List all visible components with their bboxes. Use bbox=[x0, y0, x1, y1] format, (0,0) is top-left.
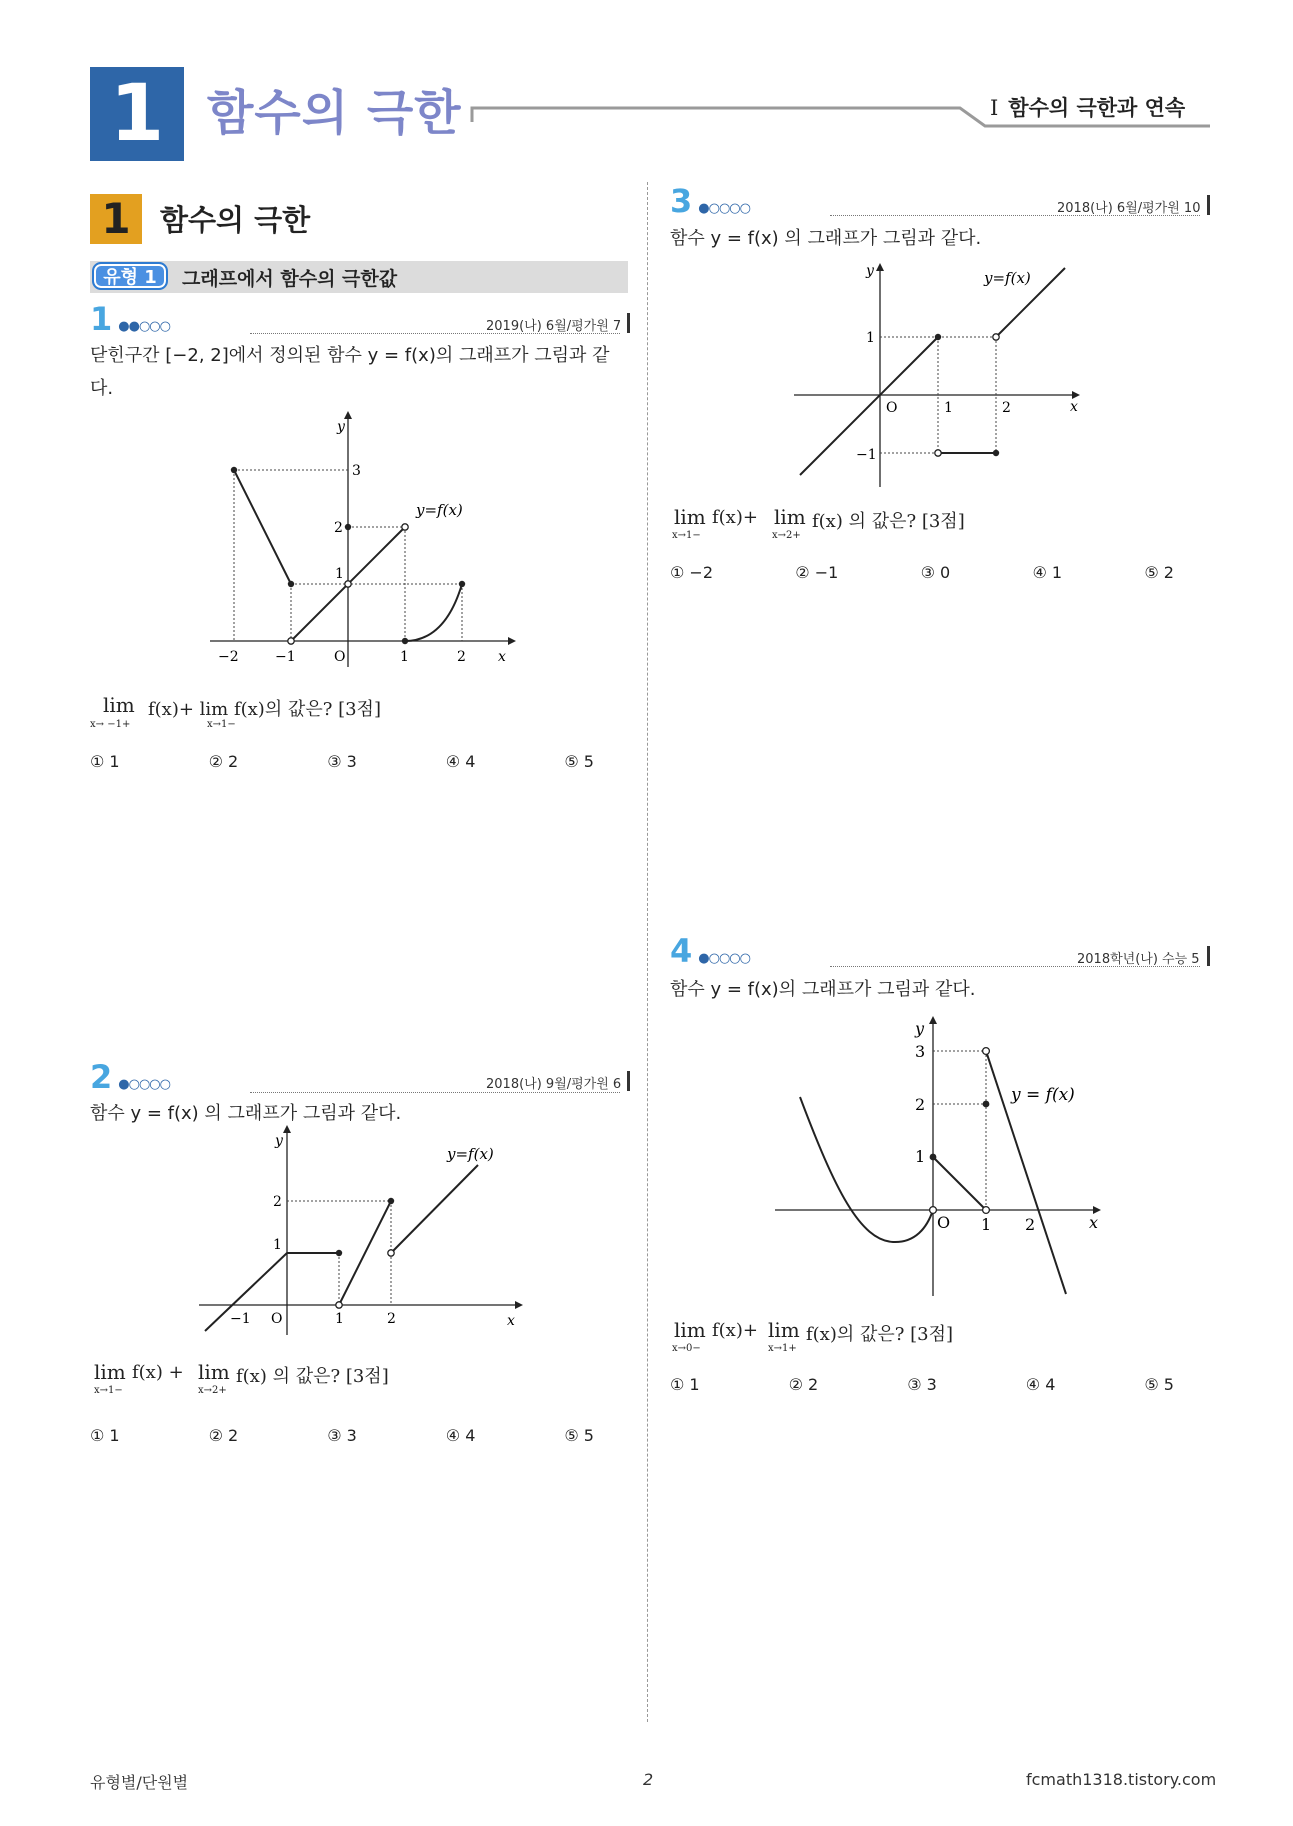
choice-2[interactable]: ② 2 bbox=[788, 1375, 819, 1394]
problem-4-header bbox=[670, 932, 750, 970]
svg-text:−1: −1 bbox=[275, 649, 296, 665]
svg-text:1: 1 bbox=[273, 1237, 282, 1253]
choice-3[interactable]: ③ 3 bbox=[907, 1375, 937, 1394]
svg-text:1: 1 bbox=[944, 400, 953, 416]
footer-left: 유형별/단원별 bbox=[90, 1773, 189, 1792]
problem-text: 함수 y = f(x) 의 그래프가 그림과 같다. bbox=[90, 1103, 402, 1124]
svg-text:x: x bbox=[507, 1313, 515, 1329]
svg-text:−1: −1 bbox=[856, 447, 877, 463]
choice-1[interactable]: ① 1 bbox=[90, 752, 120, 771]
choice-1[interactable]: ① −2 bbox=[670, 563, 714, 582]
svg-text:2: 2 bbox=[1025, 1215, 1036, 1234]
unit-roman: I bbox=[990, 96, 999, 120]
problem-source: 2018(나) 9월/평가원 6 bbox=[486, 1077, 622, 1092]
problem-text-cont: 다. bbox=[90, 378, 114, 399]
column-divider bbox=[647, 182, 648, 1722]
dotted-leader bbox=[250, 1092, 620, 1093]
svg-text:O: O bbox=[334, 649, 346, 665]
chapter-title: 함수의 극한 bbox=[207, 85, 462, 141]
problem-number: 2 bbox=[90, 1058, 113, 1096]
svg-text:x: x bbox=[1070, 399, 1078, 415]
type-title: 그래프에서 함수의 극한값 bbox=[182, 268, 398, 290]
problem-2-choices bbox=[90, 1426, 630, 1445]
section-title: 함수의 극한 bbox=[160, 203, 311, 237]
choice-2[interactable]: ② 2 bbox=[208, 1426, 239, 1445]
problem-3-graph bbox=[790, 255, 1090, 495]
svg-text:y: y bbox=[915, 1019, 925, 1038]
svg-text:2: 2 bbox=[334, 520, 343, 536]
footer-url[interactable]: fcmath1318.tistory.com bbox=[1026, 1770, 1217, 1789]
svg-text:y: y bbox=[337, 419, 345, 435]
svg-text:1: 1 bbox=[866, 330, 875, 346]
problem-number: 1 bbox=[90, 300, 113, 338]
unit-title-text: 함수의 극한과 연속 bbox=[1008, 96, 1186, 120]
problem-source: 2018학년(나) 수능 5 bbox=[1077, 952, 1200, 967]
svg-text:O: O bbox=[886, 400, 898, 416]
svg-text:O: O bbox=[937, 1213, 951, 1232]
source-bar bbox=[627, 313, 630, 333]
problem-2-header bbox=[90, 1058, 170, 1096]
section-number: 1 bbox=[90, 194, 142, 244]
svg-text:1: 1 bbox=[915, 1147, 926, 1166]
source-bar bbox=[1207, 946, 1210, 966]
svg-text:2: 2 bbox=[915, 1095, 926, 1114]
svg-text:y: y bbox=[275, 1133, 283, 1149]
difficulty-dots: ●○○○○ bbox=[118, 1077, 170, 1092]
choice-3[interactable]: ③ 0 bbox=[920, 563, 951, 582]
chapter-number: 1 bbox=[90, 67, 184, 161]
choice-3[interactable]: ③ 3 bbox=[327, 752, 357, 771]
svg-text:O: O bbox=[271, 1311, 283, 1327]
svg-text:2: 2 bbox=[387, 1311, 396, 1327]
problem-2-graph bbox=[195, 1125, 530, 1340]
difficulty-dots: ●●○○○ bbox=[118, 319, 170, 334]
svg-text:x: x bbox=[498, 649, 506, 665]
problem-1-header bbox=[90, 300, 170, 338]
graph-label: y=f(x) bbox=[984, 269, 1031, 287]
choice-4[interactable]: ④ 4 bbox=[445, 752, 476, 771]
problem-3-choices bbox=[670, 563, 1210, 582]
source-bar bbox=[627, 1071, 630, 1091]
difficulty-dots: ●○○○○ bbox=[698, 951, 750, 966]
svg-text:2: 2 bbox=[1002, 400, 1011, 416]
problem-text: 함수 y = f(x)의 그래프가 그림과 같다. bbox=[670, 979, 976, 1000]
svg-text:−2: −2 bbox=[218, 649, 239, 665]
svg-text:3: 3 bbox=[915, 1042, 926, 1061]
choice-4[interactable]: ④ 1 bbox=[1032, 563, 1063, 582]
choice-5[interactable]: ⑤ 5 bbox=[564, 1426, 594, 1445]
choice-2[interactable]: ② −1 bbox=[795, 563, 839, 582]
choice-5[interactable]: ⑤ 5 bbox=[564, 752, 594, 771]
svg-text:1: 1 bbox=[335, 566, 344, 582]
problem-3-header bbox=[670, 182, 750, 220]
svg-text:y: y bbox=[866, 263, 874, 279]
choice-1[interactable]: ① 1 bbox=[670, 1375, 700, 1394]
svg-text:2: 2 bbox=[457, 649, 466, 665]
svg-text:3: 3 bbox=[352, 463, 361, 479]
problem-number: 4 bbox=[670, 932, 693, 970]
svg-text:x: x bbox=[1089, 1213, 1099, 1232]
svg-text:2: 2 bbox=[273, 1194, 282, 1210]
problem-source: 2019(나) 6월/평가원 7 bbox=[486, 319, 622, 334]
choice-5[interactable]: ⑤ 2 bbox=[1144, 563, 1174, 582]
choice-3[interactable]: ③ 3 bbox=[327, 1426, 357, 1445]
problem-text: 함수 y = f(x) 의 그래프가 그림과 같다. bbox=[670, 228, 982, 249]
choice-5[interactable]: ⑤ 5 bbox=[1144, 1375, 1174, 1394]
graph-label: y=f(x) bbox=[416, 501, 463, 519]
unit-title bbox=[990, 92, 1185, 122]
problem-1-graph bbox=[200, 405, 520, 675]
svg-text:1: 1 bbox=[981, 1215, 992, 1234]
graph-label: y=f(x) bbox=[447, 1145, 494, 1163]
choice-2[interactable]: ② 2 bbox=[208, 752, 239, 771]
problem-1-choices bbox=[90, 752, 630, 771]
difficulty-dots: ●○○○○ bbox=[698, 201, 750, 216]
svg-text:−1: −1 bbox=[230, 1311, 251, 1327]
graph-label: y = f(x) bbox=[1011, 1085, 1075, 1105]
svg-text:1: 1 bbox=[335, 1311, 344, 1327]
page-number: 2 bbox=[643, 1770, 654, 1789]
choice-1[interactable]: ① 1 bbox=[90, 1426, 120, 1445]
source-bar bbox=[1207, 195, 1210, 215]
svg-text:1: 1 bbox=[400, 649, 409, 665]
choice-4[interactable]: ④ 4 bbox=[1025, 1375, 1056, 1394]
type-badge: 유형 1 bbox=[92, 262, 168, 290]
problem-text: 닫힌구간 [−2, 2]에서 정의된 함수 y = f(x)의 그래프가 그림과 같 bbox=[90, 345, 610, 366]
problem-number: 3 bbox=[670, 182, 693, 220]
problem-4-graph bbox=[765, 1010, 1110, 1300]
choice-4[interactable]: ④ 4 bbox=[445, 1426, 476, 1445]
problem-source: 2018(나) 6월/평가원 10 bbox=[1057, 201, 1201, 216]
problem-4-choices bbox=[670, 1375, 1210, 1394]
